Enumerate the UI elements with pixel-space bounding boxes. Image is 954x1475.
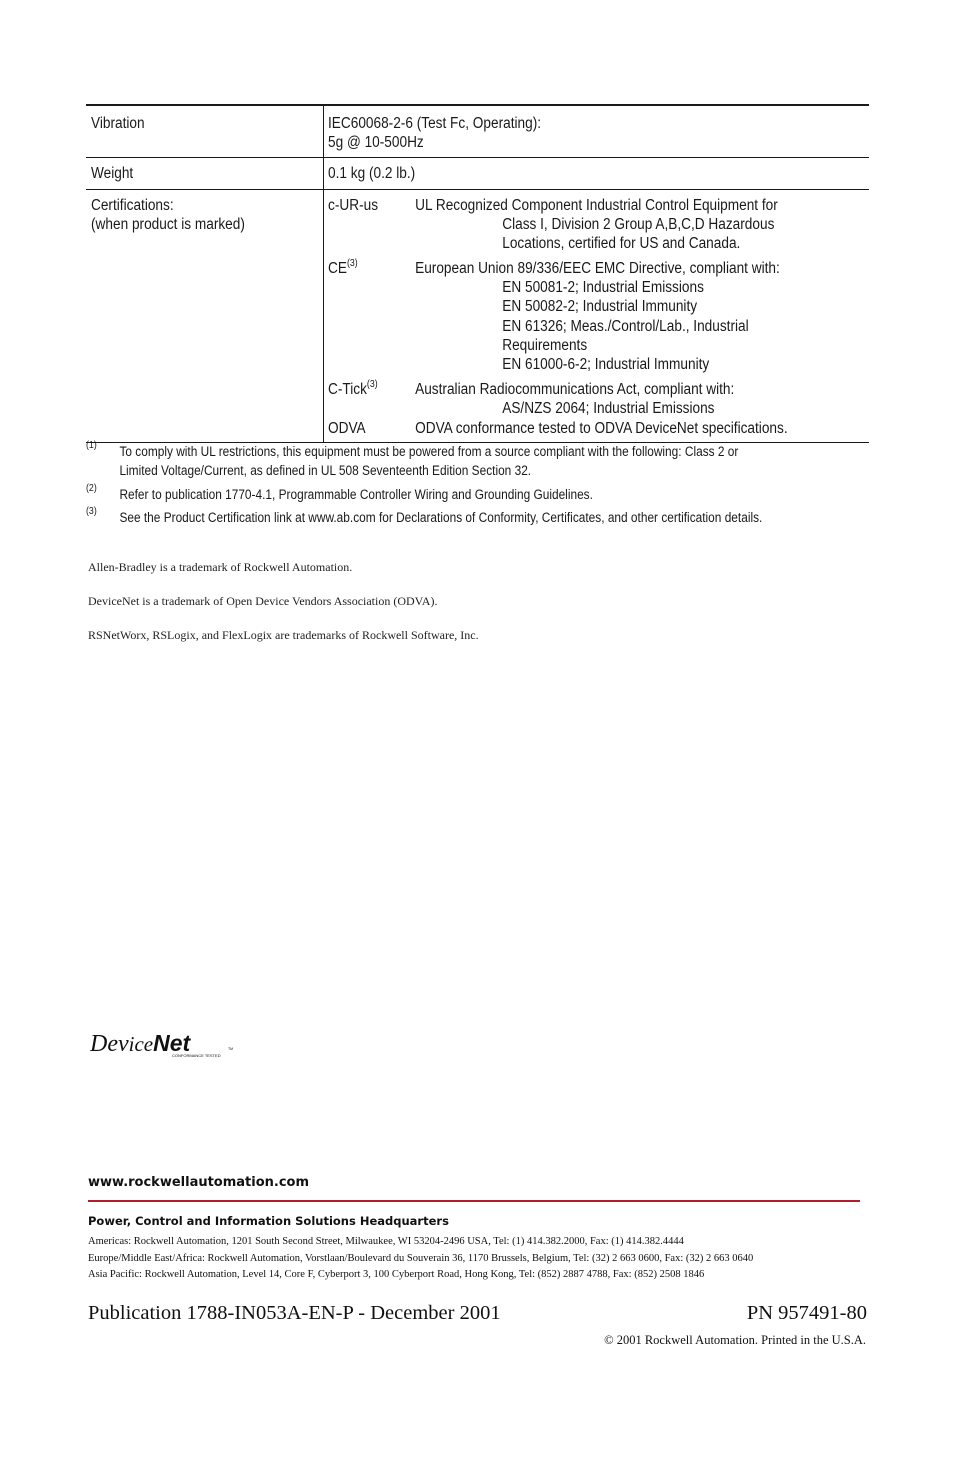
cert-line: European Union 89/336/EEC EMC Directive, compliant with: bbox=[415, 260, 780, 277]
logo-subtitle: CONFORMANCE TESTED bbox=[172, 1053, 221, 1058]
footnote-line: Limited Voltage/Current, as defined in UL 508 Seventeenth Edition Section 32. bbox=[119, 462, 532, 478]
devicenet-logo bbox=[90, 1028, 240, 1060]
table-row-certifications bbox=[86, 189, 869, 443]
specifications-table bbox=[86, 104, 869, 443]
weight-label: Weight bbox=[91, 165, 134, 182]
cert-line: EN 50081-2; Industrial Emissions bbox=[502, 279, 704, 297]
website-link[interactable]: www.rockwellautomation.com bbox=[88, 1175, 310, 1190]
cert-code: c-UR-us bbox=[328, 197, 379, 214]
certifications-label-line1: Certifications: bbox=[91, 197, 174, 214]
address-americas: Americas: Rockwell Automation, 1201 South Second Street, Milwaukee, WI 53204-2496 USA, Tel: (1) 414.382.2000, Fax: (1) 414.382.4444 bbox=[88, 1236, 684, 1247]
vibration-value bbox=[328, 114, 541, 152]
certifications-label-line2: (when product is marked) bbox=[91, 216, 245, 233]
vibration-label: Vibration bbox=[91, 115, 145, 132]
footnote-line: See the Product Certification link at www.ab.com for Declarations of Conformity, Certificates, and other certification details. bbox=[119, 510, 763, 525]
cert-line: EN 50082-2; Industrial Immunity bbox=[502, 298, 698, 316]
trademark-rsnetworx: RSNetWorx, RSLogix, and FlexLogix are trademarks of Rockwell Software, Inc. bbox=[88, 628, 479, 642]
certifications-label bbox=[91, 196, 245, 234]
address-emea: Europe/Middle East/Africa: Rockwell Automation, Vorstlaan/Boulevard du Souverain 36, 1170 Brussels, Belgium, Tel: (32) 2 663 0600, Fax: (32) 2 663 0640 bbox=[88, 1253, 754, 1264]
footnote-number: (3) bbox=[86, 506, 97, 517]
cert-code: ODVA bbox=[328, 420, 366, 437]
copyright: © 2001 Rockwell Automation. Printed in the U.S.A. bbox=[604, 1333, 866, 1347]
trademark-allen-bradley: Allen-Bradley is a trademark of Rockwell Automation. bbox=[88, 560, 353, 574]
cert-line: EN 61326; Meas./Control/Lab., Industrial bbox=[502, 317, 749, 335]
cert-code bbox=[328, 380, 378, 399]
footer-divider bbox=[88, 1200, 860, 1202]
footnote-line: Refer to publication 1770-4.1, Programmable Controller Wiring and Grounding Guidelines. bbox=[119, 487, 593, 502]
trademark-devicenet: DeviceNet is a trademark of Open Device Vendors Association (ODVA). bbox=[88, 594, 438, 608]
part-number: PN 957491-80 bbox=[746, 1302, 867, 1324]
footnote-text bbox=[119, 443, 738, 480]
logo-text-dev: Dev bbox=[90, 1031, 129, 1057]
logo-text-ice: ice bbox=[128, 1032, 154, 1056]
cert-line: Locations, certified for US and Canada. bbox=[502, 235, 741, 253]
cert-line: Requirements bbox=[502, 336, 588, 354]
table-row-vibration bbox=[86, 104, 869, 157]
footnote-number: (1) bbox=[86, 440, 97, 451]
weight-value: 0.1 kg (0.2 lb.) bbox=[328, 165, 416, 182]
logo-trademark: TM bbox=[228, 1047, 234, 1051]
footnote-number: (2) bbox=[86, 483, 97, 494]
footnote-ref: (3) bbox=[366, 379, 378, 390]
cert-description bbox=[415, 259, 780, 374]
footnote-text bbox=[119, 509, 762, 528]
publication-number: Publication 1788-IN053A-EN-P - December 2001 bbox=[88, 1302, 501, 1324]
cert-line: Australian Radiocommunications Act, compliant with: bbox=[415, 381, 735, 398]
cert-code-text: CE bbox=[328, 260, 347, 277]
hq-title: Power, Control and Information Solutions Headquarters bbox=[88, 1214, 449, 1228]
cert-description bbox=[415, 419, 788, 438]
cert-line: ODVA conformance tested to ODVA DeviceNet specifications. bbox=[415, 420, 788, 437]
cert-line: AS/NZS 2064; Industrial Emissions bbox=[502, 400, 715, 418]
cert-line: EN 61000-6-2; Industrial Immunity bbox=[502, 356, 710, 374]
cert-code bbox=[328, 259, 358, 278]
cert-line: UL Recognized Component Industrial Control Equipment for bbox=[415, 197, 778, 214]
cert-line: Class I, Division 2 Group A,B,C,D Hazardous bbox=[502, 216, 775, 234]
cert-description bbox=[415, 380, 734, 418]
logo-text-net: Net bbox=[153, 1030, 191, 1056]
cert-description bbox=[415, 196, 778, 254]
cert-code-text: C-Tick bbox=[328, 381, 367, 398]
footnote-ref: (3) bbox=[346, 258, 358, 269]
vibration-value-line2: 5g @ 10-500Hz bbox=[328, 134, 424, 151]
table-row-weight bbox=[86, 157, 869, 189]
vibration-value-line1: IEC60068-2-6 (Test Fc, Operating): bbox=[328, 115, 542, 132]
footnote-text bbox=[119, 486, 592, 505]
address-asia-pacific: Asia Pacific: Rockwell Automation, Level 14, Core F, Cyberport 3, 100 Cyberport Road, Hong Kong, Tel: (852) 2887 4788, Fax: (852) 2508 1846 bbox=[88, 1269, 705, 1280]
footnote-line: To comply with UL restrictions, this equipment must be powered from a source compliant with the following: Class 2 or bbox=[119, 444, 739, 459]
